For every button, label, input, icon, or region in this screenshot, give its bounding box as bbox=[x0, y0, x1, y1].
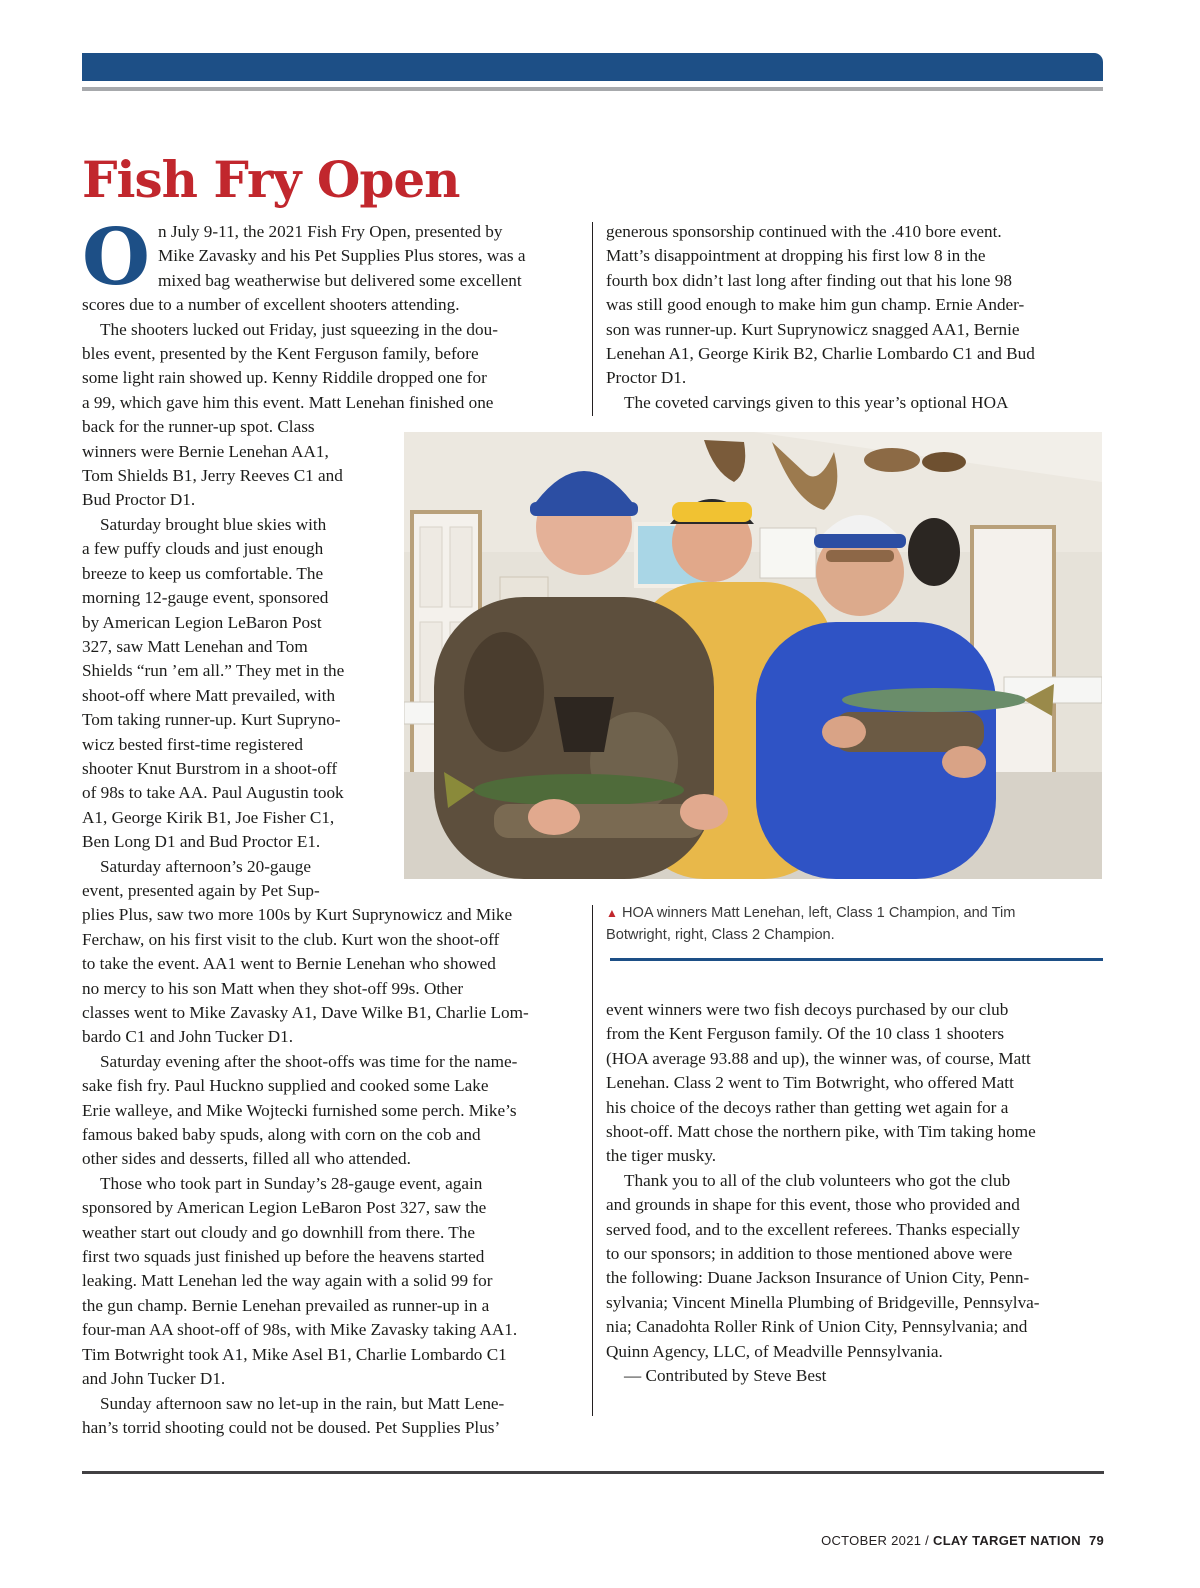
text-line: event, presented again by Pet Sup- bbox=[82, 880, 320, 900]
text-line: generous sponsorship continued with the .410 bore event. bbox=[606, 222, 1002, 241]
photo-caption bbox=[606, 902, 1096, 946]
text-line: A1, George Kirik B1, Joe Fisher C1, bbox=[82, 807, 335, 827]
text-line: Lenehan. Class 2 went to Tim Botwright, who offered Matt bbox=[606, 1073, 1014, 1093]
text-line: classes went to Mike Zavasky A1, Dave Wilke B1, Charlie Lom- bbox=[82, 1003, 529, 1022]
text-line: shooter Knut Burstrom in a shoot-off bbox=[82, 758, 338, 778]
text-line: Matt’s disappointment at dropping his first low 8 in the bbox=[606, 246, 986, 266]
text-line: Sunday afternoon saw no let-up in the rain, but Matt Lene- bbox=[100, 1393, 505, 1413]
winners-photo bbox=[404, 432, 1102, 879]
text-line: the gun champ. Bernie Lenehan prevailed as runner-up in a bbox=[82, 1295, 490, 1315]
text-line: nia; Canadohta Roller Rink of Union City, Pennsylvania; and bbox=[606, 1317, 1028, 1337]
text-line: to our sponsors; in addition to those mentioned above were bbox=[606, 1244, 1013, 1264]
text-line: a few puffy clouds and just enough bbox=[82, 539, 324, 559]
caption-rule bbox=[610, 958, 1103, 961]
text-line: Mike Zavasky and his Pet Supplies Plus stores, was a bbox=[157, 246, 526, 266]
text-line: (HOA average 93.88 and up), the winner was, of course, Matt bbox=[606, 1048, 1031, 1068]
text-line: n July 9-11, the 2021 Fish Fry Open, presented by bbox=[157, 222, 503, 241]
footer-issue: OCTOBER 2021 / bbox=[821, 1533, 933, 1548]
text-line: Ferchaw, on his first visit to the club. Kurt won the shoot-off bbox=[82, 929, 500, 949]
text-line: The coveted carvings given to this year’s optional HOA bbox=[624, 392, 1009, 412]
text-line: shoot-off where Matt prevailed, with bbox=[82, 685, 336, 705]
text-line: from the Kent Ferguson family. Of the 10 class 1 shooters bbox=[606, 1024, 1005, 1044]
right-column-top-text bbox=[606, 220, 1090, 415]
text-line: Saturday afternoon’s 20-gauge bbox=[100, 856, 311, 876]
footer-magazine-name: CLAY TARGET NATION bbox=[933, 1533, 1081, 1548]
text-line: the following: Duane Jackson Insurance of Union City, Penn- bbox=[606, 1268, 1030, 1288]
text-line: and grounds in shape for this event, those who provided and bbox=[606, 1195, 1020, 1215]
text-line: sake fish fry. Paul Huckno supplied and cooked some Lake bbox=[82, 1076, 489, 1096]
header-rule bbox=[82, 87, 1103, 91]
text-line: served food, and to the excellent referees. Thanks especially bbox=[606, 1219, 1020, 1239]
text-line: son was runner-up. Kurt Suprynowicz snagged AA1, Bernie bbox=[606, 319, 1020, 339]
text-line: sylvania; Vincent Minella Plumbing of Bridgeville, Pennsylva- bbox=[606, 1292, 1040, 1312]
text-line: bles event, presented by the Kent Ferguson family, before bbox=[82, 344, 479, 364]
text-line: some light rain showed up. Kenny Riddile dropped one for bbox=[82, 368, 487, 388]
text-line: four-man AA shoot-off of 98s, with Mike Zavasky taking AA1. bbox=[82, 1320, 518, 1340]
caption-text-line1: HOA winners Matt Lenehan, left, Class 1 Champion, and Tim bbox=[621, 905, 1016, 921]
drop-cap: O bbox=[82, 212, 150, 303]
text-line: Quinn Agency, LLC, of Meadville Pennsylvania. bbox=[606, 1341, 943, 1361]
text-line: sponsored by American Legion LeBaron Post 327, saw the bbox=[82, 1198, 487, 1218]
text-line: of 98s to take AA. Paul Augustin took bbox=[82, 783, 344, 803]
text-line: Erie walleye, and Mike Wojtecki furnished some perch. Mike’s bbox=[82, 1100, 517, 1120]
text-line: no mercy to his son Matt when they shot-off 99s. Other bbox=[82, 978, 464, 998]
footer-rule bbox=[82, 1471, 1104, 1474]
text-line: event winners were two fish decoys purchased by our club bbox=[606, 1000, 1009, 1019]
article-column-right-top bbox=[606, 220, 1090, 415]
text-line: Bud Proctor D1. bbox=[82, 490, 196, 510]
text-line: Tim Botwright took A1, Mike Asel B1, Charlie Lombardo C1 bbox=[82, 1344, 507, 1364]
text-line: Ben Long D1 and Bud Proctor E1. bbox=[82, 832, 321, 852]
text-line: was still good enough to make him gun champ. Ernie Ander- bbox=[606, 295, 1025, 315]
text-line: to take the event. AA1 went to Bernie Lenehan who showed bbox=[82, 954, 496, 974]
text-line: wicz bested first-time registered bbox=[82, 734, 303, 754]
text-line: weather start out cloudy and go downhill from there. The bbox=[82, 1222, 475, 1242]
text-line: plies Plus, saw two more 100s by Kurt Suprynowicz and Mike bbox=[82, 905, 513, 925]
text-line: by American Legion LeBaron Post bbox=[82, 612, 322, 632]
text-line: — Contributed by Steve Best bbox=[624, 1366, 827, 1386]
text-line: mixed bag weatherwise but delivered some excellent bbox=[157, 270, 522, 290]
text-line: Saturday brought blue skies with bbox=[100, 514, 327, 534]
text-line: shoot-off. Matt chose the northern pike, with Tim taking home bbox=[606, 1122, 1036, 1142]
text-line: famous baked baby spuds, along with corn on the cob and bbox=[82, 1125, 481, 1145]
text-line: Thank you to all of the club volunteers who got the club bbox=[624, 1170, 1011, 1190]
text-line: the tiger musky. bbox=[606, 1146, 717, 1166]
article-title: Fish Fry Open bbox=[82, 150, 460, 209]
text-line: Tom Shields B1, Jerry Reeves C1 and bbox=[82, 466, 343, 486]
text-line: scores due to a number of excellent shooters attending. bbox=[82, 295, 460, 315]
caption-text-line2: Botwright, right, Class 2 Champion. bbox=[606, 927, 835, 943]
text-line: breeze to keep us comfortable. The bbox=[82, 563, 324, 583]
winners-photo-illustration bbox=[404, 432, 1102, 879]
text-line: his choice of the decoys rather than getting wet again for a bbox=[606, 1097, 1009, 1117]
text-line: 327, saw Matt Lenehan and Tom bbox=[82, 636, 308, 656]
text-line: Those who took part in Sunday’s 28-gauge event, again bbox=[100, 1173, 483, 1193]
text-line: fourth box didn’t last long after finding out that his lone 98 bbox=[606, 270, 1012, 290]
text-line: morning 12-gauge event, sponsored bbox=[82, 588, 329, 608]
text-line: first two squads just finished up before the heavens started bbox=[82, 1247, 485, 1267]
text-line: Proctor D1. bbox=[606, 368, 687, 388]
text-line: bardo C1 and John Tucker D1. bbox=[82, 1027, 294, 1047]
text-line: The shooters lucked out Friday, just squeezing in the dou- bbox=[100, 319, 498, 339]
text-line: Lenehan A1, George Kirik B2, Charlie Lombardo C1 and Bud bbox=[606, 344, 1035, 364]
text-line: Tom taking runner-up. Kurt Supryno- bbox=[82, 710, 341, 730]
text-line: a 99, which gave him this event. Matt Lenehan finished one bbox=[82, 392, 494, 412]
text-line: other sides and desserts, filled all who attended. bbox=[82, 1149, 411, 1169]
article-column-right-bottom bbox=[606, 998, 1102, 1389]
page-number: 79 bbox=[1088, 1533, 1104, 1548]
header-color-bar bbox=[82, 53, 1103, 81]
caption-marker-icon: ▲ bbox=[606, 906, 618, 920]
text-line: Saturday evening after the shoot-offs was time for the name- bbox=[100, 1051, 518, 1071]
column-divider-top bbox=[592, 222, 593, 416]
page-footer bbox=[821, 1533, 1104, 1548]
text-line: han’s torrid shooting could not be doused. Pet Supplies Plus’ bbox=[82, 1417, 501, 1437]
text-line: Shields “run ’em all.” They met in the bbox=[82, 661, 345, 681]
column-divider-bottom bbox=[592, 905, 593, 1416]
text-line: back for the runner-up spot. Class bbox=[82, 417, 315, 437]
right-column-bottom-text bbox=[606, 998, 1102, 1389]
text-line: leaking. Matt Lenehan led the way again with a solid 99 for bbox=[82, 1271, 493, 1291]
text-line: and John Tucker D1. bbox=[82, 1369, 226, 1389]
text-line: winners were Bernie Lenehan AA1, bbox=[82, 441, 329, 461]
